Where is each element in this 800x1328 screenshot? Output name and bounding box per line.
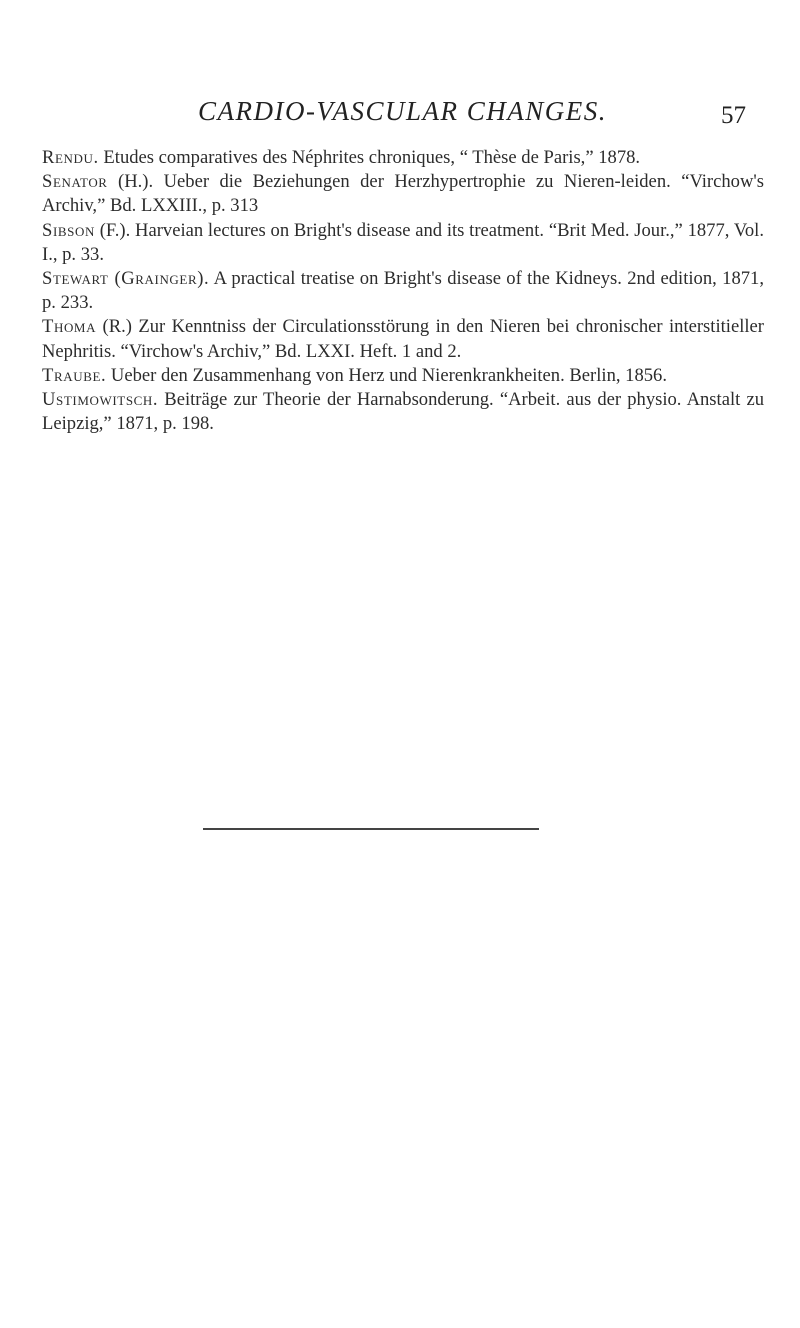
reference-author: Rendu. xyxy=(42,147,99,168)
running-head xyxy=(0,96,800,136)
reference-author: Stewart (Grainger). xyxy=(42,268,210,290)
reference-text: Beiträge zur Theorie der Harnabsonderung. “Arbeit. aus der physio. Anstalt zu Leipzig,” 1871, p. 198. xyxy=(42,389,764,435)
reference-entry-senator xyxy=(42,170,764,218)
reference-entry-thoma xyxy=(42,315,764,363)
running-title: CARDIO-VASCULAR CHANGES. xyxy=(198,96,607,126)
reference-entry-sibson xyxy=(42,219,764,267)
reference-list xyxy=(42,146,764,436)
reference-text: Ueber den Zusammenhang von Herz und Nierenkrankheiten. Berlin, 1856. xyxy=(106,364,668,386)
page-number: 57 xyxy=(721,102,746,129)
reference-text: A practical treatise on Bright's disease of the Kidneys. 2nd edition, 1871, p. 233. xyxy=(42,268,764,314)
reference-text: Etudes comparatives des Néphrites chroniques, “ Thèse de Paris,” 1878. xyxy=(98,147,641,168)
reference-author: Sibson xyxy=(42,219,95,241)
reference-entry-ustimowitsch xyxy=(42,388,764,436)
reference-text: (F.). Harveian lectures on Bright's disease and its treatment. “Brit Med. Jour.,” 1877, Vol. I., p. 33. xyxy=(42,219,764,265)
reference-text: (H.). Ueber die Beziehungen der Herzhypertrophie zu Nieren-leiden. “Virchow's Archiv,” Bd. LXXIII., p. 313 xyxy=(42,171,764,217)
reference-text: (R.) Zur Kenntniss der Circulationsstörung in den Nieren bei chronischer interstitieller Nephritis. “Virchow's Archiv,” Bd. LXXI. Heft. 1 and 2. xyxy=(42,316,764,362)
section-divider-rule xyxy=(203,828,539,830)
reference-author: Thoma xyxy=(42,316,97,338)
reference-entry-traube xyxy=(42,364,764,388)
reference-author: Traube. xyxy=(42,364,107,386)
reference-entry-rendu xyxy=(42,146,764,170)
reference-author: Senator xyxy=(42,171,108,193)
reference-entry-stewart xyxy=(42,267,764,315)
reference-author: Ustimowitsch. xyxy=(42,389,159,411)
